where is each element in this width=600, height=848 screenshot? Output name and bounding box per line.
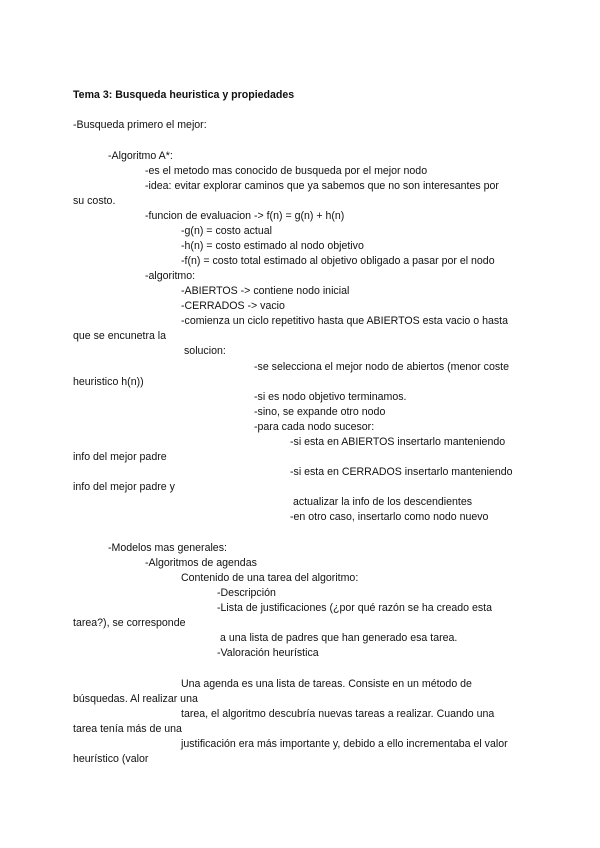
text-line: -algoritmo: (145, 270, 196, 282)
text-line: heuristico h(n)) (73, 376, 144, 388)
text-line: su costo. (73, 195, 116, 207)
text-line: -Modelos mas generales: (108, 542, 227, 554)
text-line: actualizar la info de los descendientes (293, 496, 473, 508)
text-line: -sino, se expande otro nodo (254, 406, 386, 418)
text-line: -es el metodo mas conocido de busqueda por el mejor nodo (145, 165, 428, 177)
text-line: -para cada nodo sucesor: (254, 421, 375, 433)
text-line: Una agenda es una lista de tareas. Consiste en un método de (181, 678, 472, 690)
text-line: -g(n) = costo actual (181, 225, 272, 237)
text-line: -si es nodo objetivo terminamos. (254, 391, 407, 403)
text-line: -se selecciona el mejor nodo de abiertos (menor coste (254, 361, 509, 373)
text-line: -idea: evitar explorar caminos que ya sabemos que no son interesantes por (145, 180, 499, 192)
text-line: -Busqueda primero el mejor: (73, 119, 207, 131)
text-line: -ABIERTOS -> contiene nodo inicial (181, 285, 350, 297)
text-line: a una lista de padres que han generado esa tarea. (220, 632, 458, 644)
text-line: búsquedas. Al realizar una (73, 693, 198, 705)
text-line: tarea tenía más de una (73, 723, 182, 735)
text-line: -funcion de evaluacion -> f(n) = g(n) + h(n) (145, 210, 345, 222)
text-line: -comienza un ciclo repetitivo hasta que ABIERTOS esta vacio o hasta (181, 315, 509, 327)
text-line: -CERRADOS -> vacio (181, 300, 285, 312)
text-line: -en otro caso, insertarlo como nodo nuevo (290, 511, 489, 523)
text-line: tarea, el algoritmo descubría nuevas tareas a realizar. Cuando una (181, 708, 495, 720)
text-line: -si esta en CERRADOS insertarlo manteniendo (290, 466, 513, 478)
text-line: -Algoritmos de agendas (145, 557, 257, 569)
text-line: solucion: (184, 345, 226, 357)
text-line: info del mejor padre (73, 451, 167, 463)
text-line: -Algoritmo A*: (108, 150, 173, 162)
text-line: justificación era más importante y, debido a ello incrementaba el valor (181, 738, 508, 750)
document-title: Tema 3: Busqueda heuristica y propiedades (73, 89, 295, 101)
text-line: heurístico (valor (73, 753, 149, 765)
text-line: -Descripción (217, 587, 276, 599)
text-line: Contenido de una tarea del algoritmo: (181, 572, 359, 584)
text-line: -f(n) = costo total estimado al objetivo obligado a pasar por el nodo (181, 255, 495, 267)
text-line: que se encunetra la (73, 330, 167, 342)
text-line: tarea?), se corresponde (73, 617, 186, 629)
text-line: info del mejor padre y (73, 481, 175, 493)
text-line: -Valoración heurística (217, 647, 319, 659)
text-line: -Lista de justificaciones (¿por qué razón se ha creado esta (217, 602, 492, 614)
text-line: -h(n) = costo estimado al nodo objetivo (181, 240, 364, 252)
text-line: -si esta en ABIERTOS insertarlo manteniendo (290, 436, 506, 448)
